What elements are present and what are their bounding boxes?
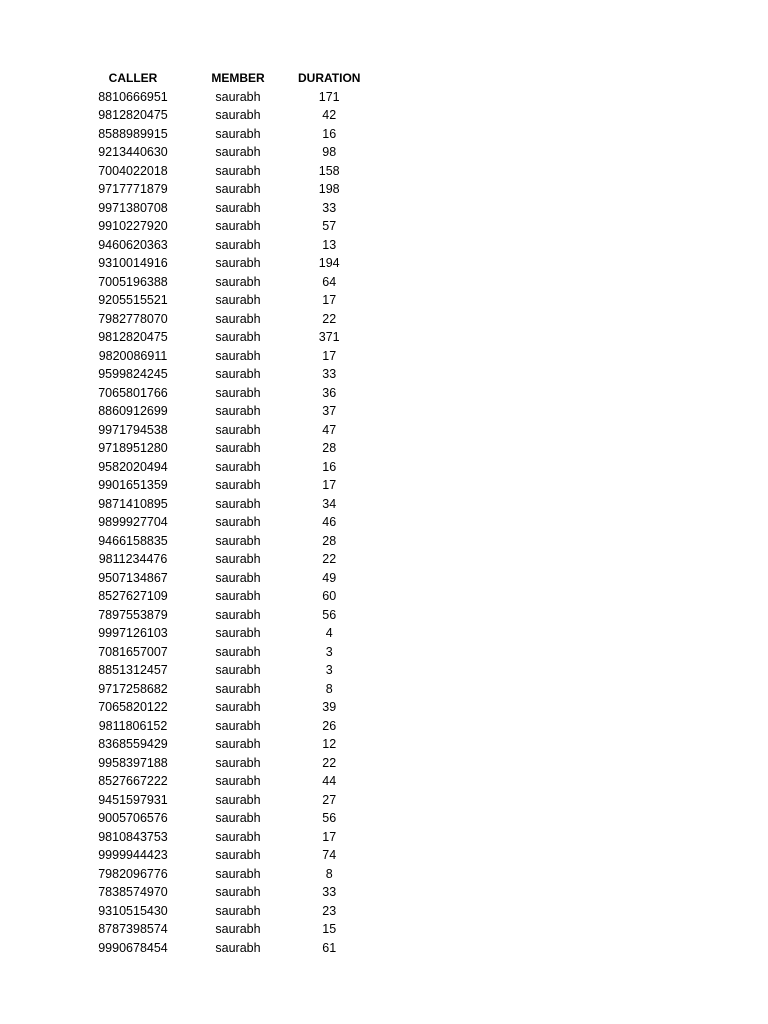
duration-cell: 64 [322, 274, 337, 289]
member-cell: saurabh [215, 829, 261, 844]
member-cell: saurabh [215, 348, 261, 363]
table-row [88, 865, 360, 884]
member-cell: saurabh [215, 737, 261, 751]
member-cell: saurabh [215, 256, 261, 270]
table-row [88, 680, 360, 699]
caller-cell: 7897553879 [98, 607, 168, 622]
caller-cell: 9582020494 [98, 459, 168, 474]
table-row [88, 883, 360, 902]
table-row [88, 254, 360, 273]
duration-cell: 98 [322, 145, 337, 159]
duration-cell: 26 [322, 718, 337, 733]
caller-cell: 9811234476 [98, 552, 168, 566]
call-log-sheet [88, 69, 360, 957]
table-row [88, 162, 360, 181]
caller-cell: 9310515430 [98, 903, 168, 918]
caller-cell: 9507134867 [98, 570, 168, 585]
member-cell: saurabh [215, 940, 261, 955]
table-row [88, 606, 360, 625]
caller-cell: 9971380708 [98, 200, 168, 215]
member-cell: saurabh [215, 422, 261, 437]
member-cell: saurabh [215, 792, 261, 807]
member-cell: saurabh [215, 848, 261, 862]
duration-cell: 16 [322, 459, 337, 474]
duration-cell: 28 [322, 533, 337, 548]
table-row [88, 624, 360, 643]
duration-cell: 23 [322, 903, 337, 918]
duration-cell: 371 [318, 330, 340, 344]
caller-cell: 7982096776 [98, 866, 168, 881]
member-cell: saurabh [215, 866, 261, 881]
table-row [88, 828, 360, 847]
table-header [88, 69, 360, 88]
caller-cell: 9466158835 [98, 533, 168, 548]
caller-cell: 9910227920 [98, 219, 168, 233]
caller-cell: 9812820475 [98, 330, 168, 344]
table-row [88, 513, 360, 532]
duration-column-header: DURATION [298, 71, 361, 85]
duration-cell: 4 [325, 626, 333, 640]
table-row [88, 236, 360, 255]
member-cell: saurabh [215, 182, 261, 196]
duration-cell: 16 [322, 126, 337, 141]
table-row [88, 143, 360, 162]
table-row [88, 735, 360, 754]
caller-cell: 7065820122 [98, 700, 168, 714]
table-row [88, 661, 360, 680]
duration-cell: 36 [322, 385, 337, 400]
caller-cell: 9213440630 [98, 145, 168, 159]
table-row [88, 587, 360, 606]
member-cell: saurabh [215, 700, 261, 714]
member-cell: saurabh [215, 126, 261, 141]
member-cell: saurabh [215, 903, 261, 918]
member-cell: saurabh [215, 570, 261, 585]
duration-cell: 33 [322, 200, 337, 215]
table-row [88, 569, 360, 588]
duration-cell: 27 [322, 792, 337, 807]
call-log-table [88, 69, 360, 957]
duration-cell: 60 [322, 589, 337, 603]
duration-cell: 17 [322, 829, 337, 844]
member-cell: saurabh [215, 385, 261, 400]
duration-cell: 17 [322, 348, 337, 363]
caller-cell: 9451597931 [98, 792, 168, 807]
duration-cell: 42 [322, 108, 337, 122]
member-cell: saurabh [215, 311, 261, 326]
table-row [88, 365, 360, 384]
caller-cell: 9999944423 [98, 848, 168, 862]
caller-cell: 7081657007 [98, 644, 168, 659]
duration-cell: 33 [322, 367, 337, 381]
member-cell: saurabh [215, 589, 261, 603]
caller-cell: 9810843753 [98, 829, 168, 844]
table-row [88, 698, 360, 717]
caller-cell: 7838574970 [98, 885, 168, 899]
duration-cell: 198 [318, 182, 340, 196]
caller-cell: 9990678454 [98, 940, 168, 955]
table-row [88, 809, 360, 828]
member-cell: saurabh [215, 89, 261, 104]
duration-cell: 12 [322, 737, 337, 751]
caller-cell: 9811806152 [98, 718, 168, 733]
member-cell: saurabh [215, 200, 261, 215]
caller-cell: 9820086911 [98, 348, 168, 363]
duration-cell: 158 [318, 163, 340, 178]
duration-cell: 8 [325, 866, 333, 881]
duration-cell: 34 [322, 496, 337, 511]
duration-cell: 13 [322, 237, 337, 252]
caller-cell: 8810666951 [98, 89, 168, 104]
table-row [88, 550, 360, 569]
member-cell: saurabh [215, 755, 261, 770]
member-cell: saurabh [215, 145, 261, 159]
member-cell: saurabh [215, 515, 261, 529]
caller-cell: 8527627109 [98, 589, 168, 603]
duration-cell: 46 [322, 515, 337, 529]
header-row [88, 69, 360, 88]
duration-cell: 56 [322, 811, 337, 825]
caller-cell: 9812820475 [98, 108, 168, 122]
duration-cell: 8 [325, 681, 333, 696]
member-cell: saurabh [215, 607, 261, 622]
table-row [88, 902, 360, 921]
caller-cell: 9205515521 [98, 293, 168, 307]
member-cell: saurabh [215, 885, 261, 899]
member-cell: saurabh [215, 922, 261, 936]
caller-cell: 7065801766 [98, 385, 168, 400]
caller-cell: 8851312457 [98, 663, 168, 677]
member-cell: saurabh [215, 496, 261, 511]
member-cell: saurabh [215, 681, 261, 696]
table-row [88, 920, 360, 939]
table-row [88, 180, 360, 199]
caller-cell: 7005196388 [98, 274, 168, 289]
table-row [88, 532, 360, 551]
caller-cell: 7982778070 [98, 311, 168, 326]
member-cell: saurabh [215, 237, 261, 252]
table-row [88, 458, 360, 477]
duration-cell: 44 [322, 774, 337, 788]
duration-cell: 22 [322, 552, 337, 566]
caller-cell: 9005706576 [98, 811, 168, 825]
caller-cell: 9971794538 [98, 422, 168, 437]
table-row [88, 402, 360, 421]
member-cell: saurabh [215, 293, 261, 307]
duration-cell: 17 [322, 293, 337, 307]
table-row [88, 273, 360, 292]
table-row [88, 772, 360, 791]
table-row [88, 347, 360, 366]
duration-cell: 39 [322, 700, 337, 714]
caller-cell: 9901651359 [98, 478, 168, 492]
table-row [88, 476, 360, 495]
member-cell: saurabh [215, 552, 261, 566]
caller-cell: 8368559429 [98, 737, 168, 751]
member-cell: saurabh [215, 644, 261, 659]
duration-cell: 56 [322, 607, 337, 622]
table-row [88, 846, 360, 865]
member-cell: saurabh [215, 163, 261, 178]
table-row [88, 717, 360, 736]
table-row [88, 291, 360, 310]
member-cell: saurabh [215, 441, 261, 455]
table-row [88, 754, 360, 773]
duration-cell: 22 [322, 755, 337, 770]
duration-cell: 47 [322, 422, 337, 437]
table-row [88, 106, 360, 125]
caller-cell: 8588989915 [98, 126, 168, 141]
member-cell: saurabh [215, 533, 261, 548]
table-row [88, 439, 360, 458]
table-row [88, 643, 360, 662]
table-row [88, 939, 360, 958]
caller-cell: 9899927704 [98, 515, 168, 529]
caller-cell: 8860912699 [98, 404, 168, 418]
duration-cell: 3 [325, 644, 333, 659]
duration-cell: 28 [322, 441, 337, 455]
member-cell: saurabh [215, 367, 261, 381]
member-cell: saurabh [215, 330, 261, 344]
caller-cell: 9460620363 [98, 237, 168, 252]
caller-cell: 9871410895 [98, 496, 168, 511]
duration-cell: 194 [318, 256, 340, 270]
duration-cell: 49 [322, 570, 337, 585]
member-cell: saurabh [215, 404, 261, 418]
caller-cell: 8527667222 [98, 774, 168, 788]
table-row [88, 88, 360, 107]
caller-column-header: CALLER [108, 71, 158, 85]
caller-cell: 9718951280 [98, 441, 168, 455]
table-row [88, 217, 360, 236]
member-column-header: MEMBER [211, 71, 265, 85]
member-cell: saurabh [215, 663, 261, 677]
table-row [88, 384, 360, 403]
member-cell: saurabh [215, 811, 261, 825]
member-cell: saurabh [215, 718, 261, 733]
table-row [88, 791, 360, 810]
caller-cell: 9997126103 [98, 626, 168, 640]
member-cell: saurabh [215, 478, 261, 492]
table-row [88, 495, 360, 514]
caller-cell: 7004022018 [98, 163, 168, 178]
member-cell: saurabh [215, 774, 261, 788]
member-cell: saurabh [215, 108, 261, 122]
duration-cell: 57 [322, 219, 337, 233]
duration-cell: 74 [322, 848, 337, 862]
table-row [88, 421, 360, 440]
table-row [88, 125, 360, 144]
member-cell: saurabh [215, 626, 261, 640]
caller-cell: 9599824245 [98, 367, 168, 381]
table-row [88, 328, 360, 347]
duration-cell: 61 [322, 940, 337, 955]
table-row [88, 310, 360, 329]
duration-cell: 17 [322, 478, 337, 492]
caller-cell: 9717258682 [98, 681, 168, 696]
table-body [88, 88, 360, 958]
table-row [88, 199, 360, 218]
duration-cell: 33 [322, 885, 337, 899]
caller-cell: 9717771879 [98, 182, 168, 196]
member-cell: saurabh [215, 274, 261, 289]
duration-cell: 37 [322, 404, 337, 418]
member-cell: saurabh [215, 219, 261, 233]
duration-cell: 22 [322, 311, 337, 326]
member-cell: saurabh [215, 459, 261, 474]
caller-cell: 9310014916 [98, 256, 168, 270]
duration-cell: 3 [325, 663, 333, 677]
duration-cell: 171 [318, 89, 340, 104]
caller-cell: 8787398574 [98, 922, 168, 936]
duration-cell: 15 [322, 922, 337, 936]
caller-cell: 9958397188 [98, 755, 168, 770]
